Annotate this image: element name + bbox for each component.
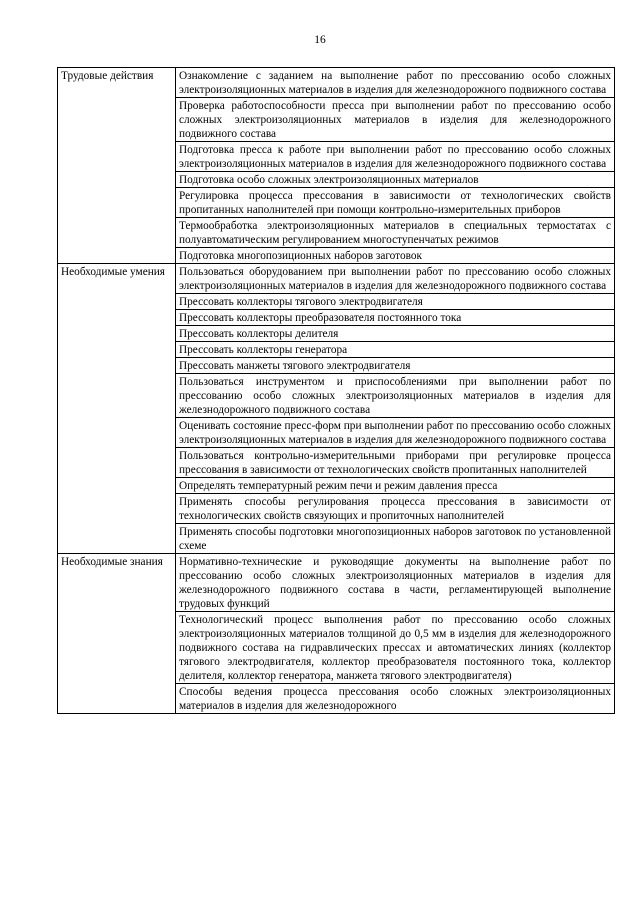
requirement-text: Термообработка электроизоляционных материалов в специальных термостатах с полуавтоматическим регулированием многоступенчатых режимов: [176, 218, 615, 248]
requirement-text: Проверка работоспособности пресса при выполнении работ по прессованию особо сложных электроизоляционных материалов в изделия для железнодорожного подвижного состава: [176, 98, 615, 142]
table-row: [58, 448, 615, 478]
category-cell-empty: [58, 448, 176, 478]
table-row: [58, 68, 615, 98]
requirement-text: Способы ведения процесса прессования особо сложных электроизоляционных материалов в изделия для железнодорожного: [176, 684, 615, 714]
requirement-text: Пользоваться оборудованием при выполнении работ по прессованию особо сложных электроизоляционных материалов в изделия для железнодорожного подвижного состава: [176, 264, 615, 294]
requirement-text: Подготовка пресса к работе при выполнении работ по прессованию особо сложных электроизоляционных материалов в изделия для железнодорожного подвижного состава: [176, 142, 615, 172]
table-row: [58, 310, 615, 326]
table-row: [58, 294, 615, 310]
table-row: [58, 326, 615, 342]
category-cell-empty: [58, 326, 176, 342]
requirement-text: Оценивать состояние пресс-форм при выполнении работ по прессованию особо сложных электроизоляционных материалов в изделия для железнодорожного подвижного состава: [176, 418, 615, 448]
requirements-table: [57, 67, 615, 714]
category-label: Трудовые действия: [58, 68, 176, 98]
category-cell-empty: [58, 684, 176, 714]
requirement-text: Пользоваться инструментом и приспособлениями при выполнении работ по прессованию особо сложных электроизоляционных материалов в изделия для железнодорожного подвижного состава: [176, 374, 615, 418]
table-row: [58, 248, 615, 264]
table-row: [58, 342, 615, 358]
category-cell-empty: [58, 142, 176, 172]
table-row: [58, 98, 615, 142]
category-cell-empty: [58, 248, 176, 264]
table-row: [58, 142, 615, 172]
requirement-text: Прессовать коллекторы преобразователя постоянного тока: [176, 310, 615, 326]
table-row: [58, 188, 615, 218]
table-row: [58, 554, 615, 612]
category-cell-empty: [58, 418, 176, 448]
category-cell-empty: [58, 294, 176, 310]
category-cell-empty: [58, 188, 176, 218]
table-row: [58, 418, 615, 448]
category-cell-empty: [58, 374, 176, 418]
category-cell-empty: [58, 494, 176, 524]
requirement-text: Нормативно-технические и руководящие документы на выполнение работ по прессованию особо сложных электроизоляционных материалов в изделия для железнодорожного подвижного состава в части, регламентирующей выполнение трудовых функций: [176, 554, 615, 612]
requirement-text: Ознакомление с заданием на выполнение работ по прессованию особо сложных электроизоляционных материалов в изделия для железнодорожного подвижного состава: [176, 68, 615, 98]
requirement-text: Подготовка многопозиционных наборов заготовок: [176, 248, 615, 264]
table-row: [58, 358, 615, 374]
category-cell-empty: [58, 310, 176, 326]
requirement-text: Применять способы подготовки многопозиционных наборов заготовок по установленной схеме: [176, 524, 615, 554]
requirement-text: Прессовать манжеты тягового электродвигателя: [176, 358, 615, 374]
table-row: [58, 612, 615, 684]
requirement-text: Регулировка процесса прессования в зависимости от технологических свойств пропитанных наполнителей при помощи контрольно-измерительных приборов: [176, 188, 615, 218]
requirement-text: Пользоваться контрольно-измерительными приборами при регулировке процесса прессования в зависимости от технологических свойств пропитанных наполнителей: [176, 448, 615, 478]
category-cell-empty: [58, 342, 176, 358]
table-row: [58, 264, 615, 294]
requirements-table-body: [58, 68, 615, 714]
table-row: [58, 684, 615, 714]
category-label: Необходимые умения: [58, 264, 176, 294]
requirement-text: Применять способы регулирования процесса прессования в зависимости от технологических свойств связующих и пропиточных наполнителей: [176, 494, 615, 524]
page-number: 16: [314, 34, 326, 46]
requirement-text: Технологический процесс выполнения работ по прессованию особо сложных электроизоляционных материалов толщиной до 0,5 мм в изделия для железнодорожного подвижного состава на гидравлических прессах и автоматических линиях (коллектор тягового электродвигателя, коллектор преобразователя постоянного тока, коллектор делителя, коллектор генератора, манжета тягового электродвигателя): [176, 612, 615, 684]
table-row: [58, 478, 615, 494]
requirement-text: Прессовать коллекторы генератора: [176, 342, 615, 358]
table-row: [58, 524, 615, 554]
table-row: [58, 374, 615, 418]
table-row: [58, 172, 615, 188]
category-cell-empty: [58, 478, 176, 494]
category-cell-empty: [58, 358, 176, 374]
requirement-text: Прессовать коллекторы тягового электродвигателя: [176, 294, 615, 310]
category-cell-empty: [58, 172, 176, 188]
requirement-text: Подготовка особо сложных электроизоляционных материалов: [176, 172, 615, 188]
table-row: [58, 494, 615, 524]
requirement-text: Прессовать коллекторы делителя: [176, 326, 615, 342]
requirement-text: Определять температурный режим печи и режим давления пресса: [176, 478, 615, 494]
category-cell-empty: [58, 98, 176, 142]
category-cell-empty: [58, 612, 176, 684]
category-label: Необходимые знания: [58, 554, 176, 612]
category-cell-empty: [58, 524, 176, 554]
table-row: [58, 218, 615, 248]
category-cell-empty: [58, 218, 176, 248]
